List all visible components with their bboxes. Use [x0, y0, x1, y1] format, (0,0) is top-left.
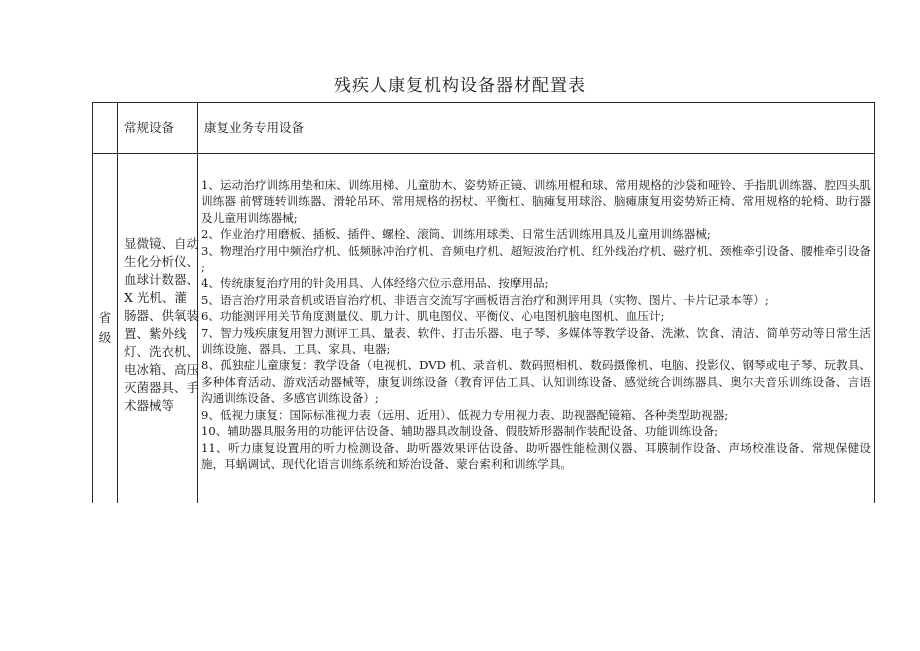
table-header-divider: [92, 153, 875, 154]
document-title: 残疾人康复机构设备器材配置表: [334, 76, 586, 96]
list-item: 3、物理治疗用中频治疗机、低频脉冲治疗机、音频电疗机、超短波治疗机、红外线治疗机、磁疗机、颈椎牵引设备、腰椎牵引设备 ;: [201, 243, 871, 275]
list-item: 6、功能测评用关节角度测量仪、肌力计、肌电图仪、平衡仪、心电图机脑电图机、血压计;: [201, 309, 665, 324]
list-item: 5、语言治疗用录音机或语盲治疗机、非语言交流写字画板语言治疗和测评用具（实物、图片、卡片记录本等）;: [201, 292, 769, 307]
header-routine-equipment: 常规设备: [124, 120, 175, 135]
routine-equipment-list: 显微镜、自动生化分析仪、血球计数器、X 光机、灌肠器、供氧装置、紫外线灯、洗衣机、电冰箱、高压灭菌器具、手术器械等: [124, 236, 200, 413]
list-item: 9、低视力康复：国际标准视力表（远用、近用）、低视力专用视力表、助视器配镜箱、各种类型助视器;: [201, 407, 729, 422]
equipment-table: [92, 102, 875, 503]
list-item: 11、听力康复设置用的听力检测设备、助听器效果评估设备、助听器性能检测仪器、耳膜制作设备、声场校准设备、常规保健设施，耳蜗调试、现代化语言训练系统和矫治设备、蒙台索利和训练学具。: [201, 440, 871, 471]
rehab-equipment-list: [201, 177, 871, 472]
list-item: 8、孤独症儿童康复：教学设备（电视机、DVD 机、录音机、数码照相机、数码摄像机、电脑、投影仪、钢琴或电子琴、玩教具、多种体育活动、游戏活动器械等，康复训练设备（教育评估工具、认知训练设备、感觉统合训练器具、奥尔夫音乐训练设备、言语沟通训练设备、多感官训练设备）;: [201, 358, 871, 406]
list-item: 2、作业治疗用磨板、插板、插件、螺栓、滚筒、训练用球类、日常生活训练用具及儿童用训练器械;: [201, 227, 711, 242]
list-item: 10、辅助器具服务用的功能评估设备、辅助器具改制设备、假肢矫形器制作装配设备、功能训练设备;: [201, 424, 719, 439]
list-item: 7、智力残疾康复用智力测评工具、量表、软件、打击乐器、电子琴、多媒体等教学设备、洗漱、饮食、清洁、简单劳动等日常生活训练设施、器具、工具、家具、电器;: [201, 325, 871, 357]
table-top-border: [92, 102, 875, 103]
row-level-label: 省级: [98, 310, 112, 345]
list-item: 1、运动治疗训练用垫和床、训练用梯、儿童肋木、姿势矫正镜、训练用棍和球、常用规格的沙袋和哑铃、手指肌训练器、腔四头肌训练器 前臂琏转训练器、滑轮吊环、常用规格的拐杖、平衡杠、脑瘫复用球浴、脑瘫康复用姿势矫正椅、常用规格的轮椅、助行器及儿童用训练器械;: [201, 178, 871, 225]
table-right-border: [874, 102, 875, 503]
list-item: 4、传统康复治疗用的针灸用具、人体经络穴位示意用品、按摩用品;: [201, 276, 549, 291]
table-left-border: [92, 102, 93, 503]
header-rehab-equipment: 康复业务专用设备: [204, 120, 305, 135]
table-col1-divider: [117, 102, 118, 503]
